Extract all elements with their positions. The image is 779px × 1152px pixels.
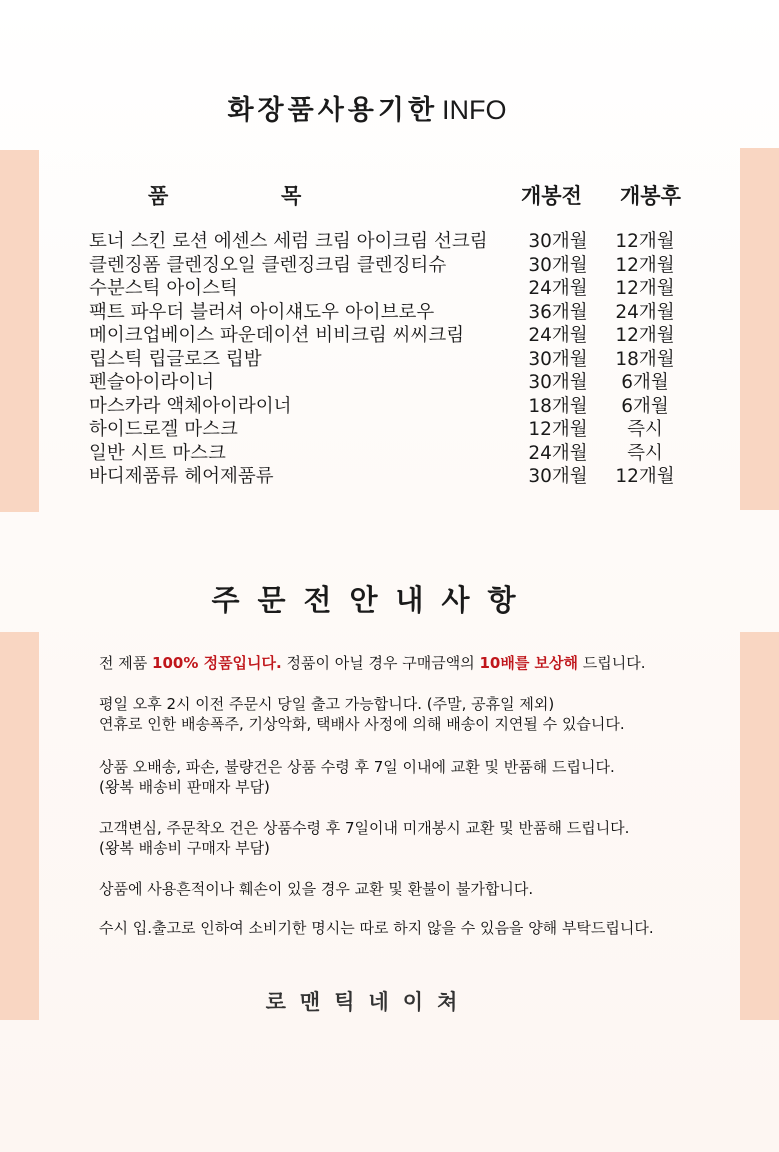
- row-after: 24개월: [615, 301, 675, 323]
- header-before-opening: 개봉전: [521, 184, 582, 208]
- notice-line: 상품 오배송, 파손, 불량건은 상품 수령 후 7일 이내에 교환 및 반품해 드립니다.: [99, 758, 615, 776]
- notice-title: 주문전안내사항: [211, 583, 534, 617]
- row-before: 24개월: [528, 278, 588, 299]
- header-item-2: 목: [281, 184, 302, 208]
- row-item: 팩트 파우더 블러셔 아이섀도우 아이브로우: [89, 301, 435, 323]
- row-item: 일반 시트 마스크: [89, 442, 226, 464]
- brand-name: 로맨틱네이쳐: [265, 990, 472, 1014]
- notice-text: 정품이 아닐 경우 구매금액의: [281, 654, 480, 672]
- row-item: 펜슬아이라이너: [89, 372, 215, 393]
- row-after: 12개월: [615, 466, 675, 487]
- table-row: [89, 442, 709, 466]
- header-item-1: 품: [148, 184, 169, 208]
- row-item: 메이크업베이스 파운데이션 비비크림 씨씨크림: [89, 325, 465, 346]
- notice-shipping: [99, 694, 729, 734]
- row-after: 즉시: [627, 442, 663, 464]
- row-after: 즉시: [627, 419, 663, 440]
- row-after: 18개월: [615, 348, 675, 370]
- notice-text: 전 제품: [99, 654, 153, 672]
- info-title: [0, 88, 734, 127]
- notice-highlight: 10배를 보상해: [479, 654, 579, 672]
- row-item: 클렌징폼 클렌징오일 클렌징크림 클렌징티슈: [89, 254, 447, 276]
- row-item: 립스틱 립글로즈 립밤: [89, 348, 262, 370]
- row-after: 12개월: [615, 254, 675, 276]
- notice-used-product: [99, 879, 729, 899]
- notice-highlight: 100% 정품입니다.: [152, 654, 282, 672]
- row-item: 토너 스킨 로션 에센스 세럼 크림 아이크림 선크림: [89, 231, 488, 252]
- row-before: 24개월: [528, 442, 588, 464]
- table-row: [89, 254, 709, 278]
- shelf-life-table: [89, 230, 709, 489]
- row-before: 30개월: [528, 466, 588, 487]
- table-row: [89, 395, 709, 419]
- table-row: [89, 348, 709, 372]
- row-after: 6개월: [621, 372, 669, 393]
- right-accent-bar-bottom: [740, 632, 779, 1020]
- info-title-korean: 화장품사용기한: [227, 95, 439, 126]
- right-accent-bar-top: [740, 148, 779, 510]
- notice-customer-change: [99, 818, 729, 858]
- row-before: 30개월: [528, 254, 588, 276]
- row-item: 바디제품류 헤어제품류: [89, 466, 274, 487]
- table-row: [89, 230, 709, 254]
- row-before: 36개월: [528, 301, 588, 323]
- row-after: 12개월: [615, 231, 675, 252]
- table-row: [89, 324, 709, 348]
- notice-line: (왕복 배송비 구매자 부담): [99, 839, 270, 857]
- notice-text: 드립니다.: [578, 654, 646, 672]
- row-before: 30개월: [528, 231, 588, 252]
- notice-expiry: [99, 918, 729, 938]
- notice-authentic: [99, 653, 729, 673]
- header-after-opening: 개봉후: [620, 184, 681, 208]
- row-before: 12개월: [528, 419, 588, 440]
- notice-defect-exchange: [99, 757, 729, 797]
- row-before: 30개월: [528, 372, 588, 393]
- notice-line: 평일 오후 2시 이전 주문시 당일 출고 가능합니다. (주말, 공휴일 제외): [99, 695, 555, 713]
- row-before: 24개월: [528, 325, 588, 346]
- row-after: 12개월: [615, 278, 675, 299]
- table-row: [89, 418, 709, 442]
- table-row: [89, 371, 709, 395]
- table-row: [89, 277, 709, 301]
- table-row: [89, 301, 709, 325]
- notice-line: (왕복 배송비 판매자 부담): [99, 778, 270, 796]
- left-accent-bar-bottom: [0, 632, 39, 1020]
- notice-line: 수시 입.출고로 인하여 소비기한 명시는 따로 하지 않을 수 있음을 양해 부탁드립니다.: [99, 919, 654, 937]
- info-title-latin: INFO: [442, 95, 507, 125]
- row-item: 수분스틱 아이스틱: [89, 278, 238, 299]
- left-accent-bar-top: [0, 150, 39, 512]
- row-before: 18개월: [528, 395, 588, 417]
- row-after: 6개월: [621, 395, 669, 417]
- notice-line: 고객변심, 주문착오 건은 상품수령 후 7일이내 미개봉시 교환 및 반품해 드립니다.: [99, 819, 630, 837]
- notice-line: 연휴로 인한 배송폭주, 기상악화, 택배사 사정에 의해 배송이 지연될 수 있습니다.: [99, 715, 625, 733]
- table-row: [89, 465, 709, 489]
- row-item: 마스카라 액체아이라이너: [89, 395, 292, 417]
- row-before: 30개월: [528, 348, 588, 370]
- notice-line: 상품에 사용흔적이나 훼손이 있을 경우 교환 및 환불이 불가합니다.: [99, 880, 534, 898]
- row-after: 12개월: [615, 325, 675, 346]
- row-item: 하이드로겔 마스크: [89, 419, 238, 440]
